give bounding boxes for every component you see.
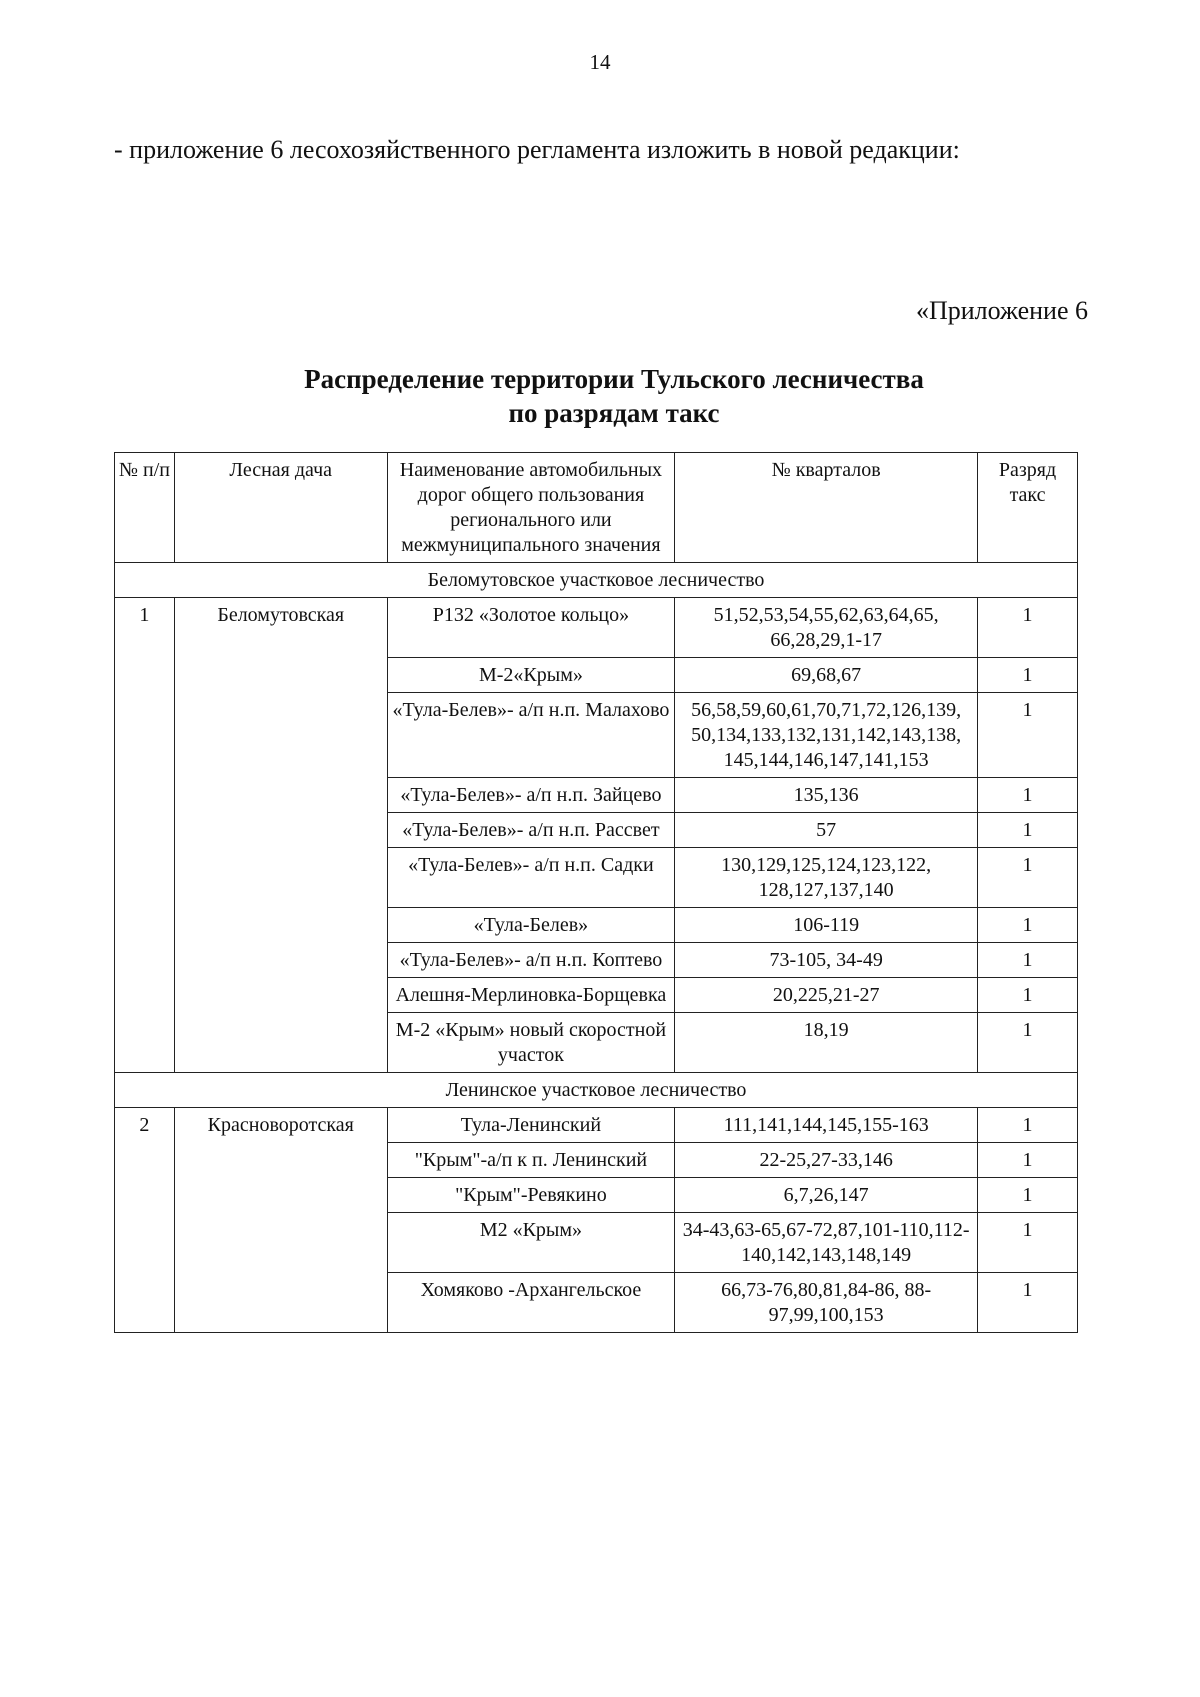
header-grade: Разряд такс [978,453,1078,563]
cell-num: 2 [115,1108,175,1333]
cell-road: "Крым"-Ревякино [387,1178,675,1213]
cell-road: М-2 «Крым» новый скоростной участок [387,1013,675,1073]
cell-road: Хомяково -Архангельское [387,1273,675,1333]
cell-quarters: 20,225,21-27 [675,978,978,1013]
header-road: Наименование автомобильных дорог общего пользования регионального или межмуниципального значения [387,453,675,563]
cell-grade: 1 [978,943,1078,978]
cell-num: 1 [115,598,175,1073]
cell-grade: 1 [978,1273,1078,1333]
cell-road: М2 «Крым» [387,1213,675,1273]
cell-road: «Тула-Белев» [387,908,675,943]
title-line-1: Распределение территории Тульского лесничества [304,364,924,394]
cell-quarters: 73-105, 34-49 [675,943,978,978]
cell-quarters: 18,19 [675,1013,978,1073]
cell-grade: 1 [978,1108,1078,1143]
cell-quarters: 57 [675,813,978,848]
cell-quarters: 66,73-76,80,81,84-86, 88-97,99,100,153 [675,1273,978,1333]
cell-quarters: 69,68,67 [675,658,978,693]
cell-grade: 1 [978,908,1078,943]
section-row [115,1073,1078,1108]
cell-grade: 1 [978,1213,1078,1273]
table-header-row [115,453,1078,563]
section-title: Беломутовское участковое лесничество [115,563,1078,598]
cell-grade: 1 [978,1178,1078,1213]
cell-road: "Крым"-а/п к п. Ленинский [387,1143,675,1178]
cell-quarters: 135,136 [675,778,978,813]
cell-quarters: 56,58,59,60,61,70,71,72,126,139, 50,134,133,132,131,142,143,138, 145,144,146,147,141,153 [675,693,978,778]
cell-grade: 1 [978,658,1078,693]
annex-label: «Приложение 6 [915,296,1088,325]
cell-grade: 1 [978,778,1078,813]
page-number: 14 [589,50,611,74]
cell-quarters: 106-119 [675,908,978,943]
cell-quarters: 111,141,144,145,155-163 [675,1108,978,1143]
cell-quarters: 22-25,27-33,146 [675,1143,978,1178]
header-forest: Лесная дача [174,453,387,563]
cell-quarters: 34-43,63-65,67-72,87,101-110,112-140,142,143,148,149 [675,1213,978,1273]
title-line-2: по разрядам такс [508,398,720,428]
document-title [114,362,1114,430]
cell-road: «Тула-Белев»- а/п н.п. Зайцево [387,778,675,813]
cell-grade: 1 [978,813,1078,848]
cell-road: М-2«Крым» [387,658,675,693]
cell-grade: 1 [978,1143,1078,1178]
cell-grade: 1 [978,978,1078,1013]
intro-paragraph: - приложение 6 лесохозяйственного регламента изложить в новой редакции: [114,135,960,164]
header-quarters: № кварталов [675,453,978,563]
table-row [115,598,1078,658]
table-row [115,1108,1078,1143]
cell-road: «Тула-Белев»- а/п н.п. Садки [387,848,675,908]
cell-road: «Тула-Белев»- а/п н.п. Малахово [387,693,675,778]
cell-quarters: 51,52,53,54,55,62,63,64,65, 66,28,29,1-17 [675,598,978,658]
cell-forest: Беломутовская [174,598,387,1073]
cell-road: Алешня-Мерлиновка-Борщевка [387,978,675,1013]
cell-grade: 1 [978,598,1078,658]
section-row [115,563,1078,598]
header-num: № п/п [115,453,175,563]
cell-forest: Красноворотская [174,1108,387,1333]
cell-road: «Тула-Белев»- а/п н.п. Рассвет [387,813,675,848]
section-title: Ленинское участковое лесничество [115,1073,1078,1108]
cell-road: «Тула-Белев»- а/п н.п. Коптево [387,943,675,978]
tax-grade-table [114,452,1078,1333]
cell-grade: 1 [978,1013,1078,1073]
cell-grade: 1 [978,693,1078,778]
cell-grade: 1 [978,848,1078,908]
cell-road: Р132 «Золотое кольцо» [387,598,675,658]
cell-quarters: 130,129,125,124,123,122, 128,127,137,140 [675,848,978,908]
cell-quarters: 6,7,26,147 [675,1178,978,1213]
cell-road: Тула-Ленинский [387,1108,675,1143]
